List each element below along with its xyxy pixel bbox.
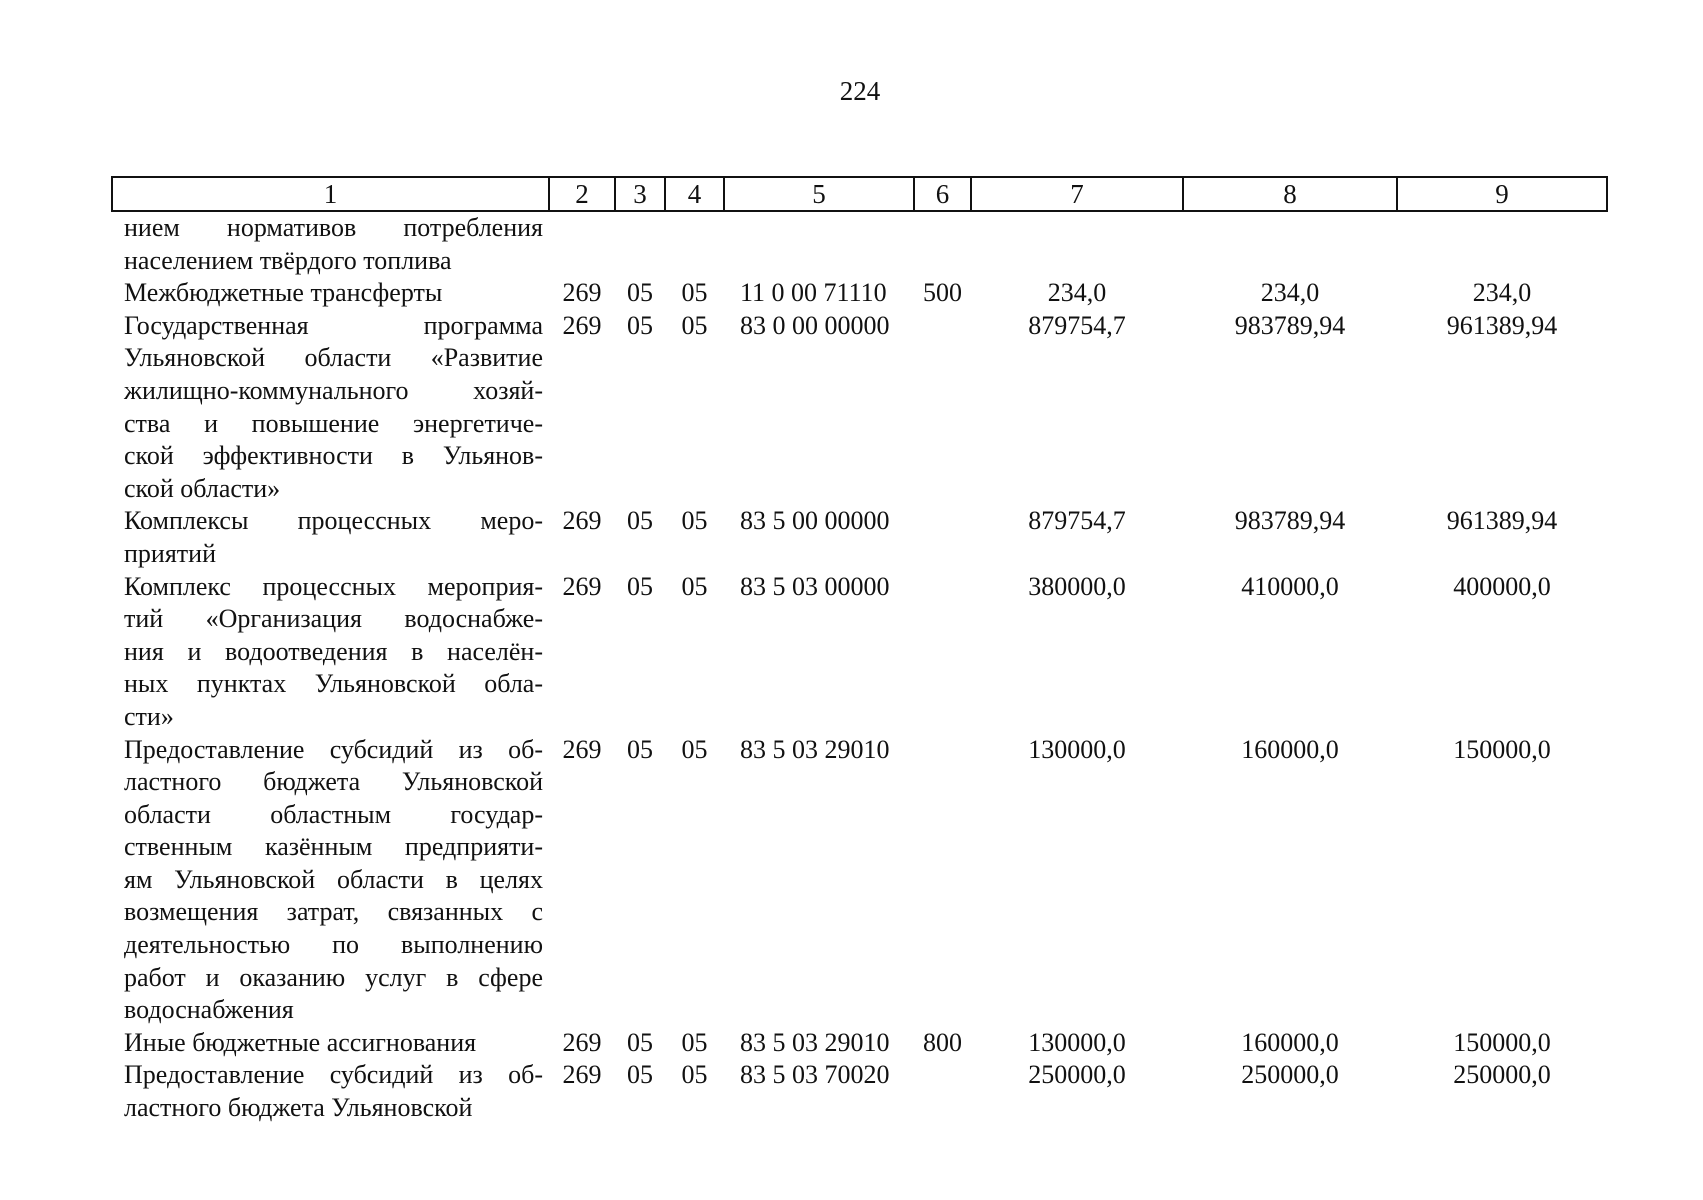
code-cell: 269 [562,506,602,536]
table-row [112,277,1607,310]
section-cell: 05 [627,278,653,308]
row-description [112,734,549,1027]
row-description [112,1059,549,1124]
column-header-1: 1 [112,177,549,211]
column-header-3: 3 [615,177,665,211]
description-line: ластного бюджета Ульяновской [124,767,543,797]
table-row [112,734,1607,1027]
subsection-cell: 05 [681,506,708,536]
description-line: области областным государ- [124,799,543,829]
amount-year1-cell [971,211,1183,277]
description-line: сти» [124,701,174,731]
column-header-9: 9 [1397,177,1607,211]
target-article-cell: 83 0 00 00000 [740,310,890,340]
description-line: Государственная программа [124,310,543,340]
description-line: ской эффективности в Ульянов- [124,441,543,471]
table-row [112,1027,1607,1060]
description-line: тий «Организация водоснабже- [124,604,543,634]
amount-year1-cell: 380000,0 [1028,571,1126,601]
amount-year3-cell: 150000,0 [1453,1027,1551,1057]
amount-year1-cell: 130000,0 [1028,734,1126,764]
description-line: ям Ульяновской области в целях [124,864,543,894]
amount-year3-cell: 961389,94 [1446,506,1558,536]
target-article-cell: 83 5 03 00000 [740,571,890,601]
target-article-cell: 83 5 03 70020 [740,1060,890,1090]
section-cell: 05 [627,1027,653,1057]
description-line: населением твёрдого топлива [124,245,452,275]
amount-year2-cell: 983789,94 [1234,310,1346,340]
code-cell: 269 [562,571,602,601]
expense-type-cell [914,1059,971,1124]
table-row [112,1059,1607,1124]
code-cell: 269 [562,278,602,308]
column-header-6: 6 [914,177,971,211]
budget-table-container [111,176,1606,1125]
expense-type-cell [914,505,971,570]
section-cell [615,211,665,277]
description-line: ния и водоотведения в населён- [124,636,543,666]
expense-type-cell [914,211,971,277]
expense-type-cell [914,571,971,734]
header-row [112,177,1607,211]
amount-year1-cell: 130000,0 [1028,1027,1126,1057]
amount-year3-cell: 250000,0 [1453,1060,1551,1090]
amount-year2-cell [1183,211,1397,277]
table-body [112,211,1607,1125]
column-header-2: 2 [549,177,615,211]
column-header-4: 4 [665,177,724,211]
budget-table [111,176,1608,1125]
row-description [112,505,549,570]
description-line: Комплекс процессных мероприя- [124,571,543,601]
table-header [112,177,1607,211]
amount-year2-cell: 983789,94 [1234,506,1346,536]
description-line: Предоставление субсидий из об- [124,734,543,764]
amount-year2-cell: 410000,0 [1241,571,1339,601]
description-line: приятий [124,538,216,568]
description-line: жилищно-коммунального хозяй- [124,375,543,405]
amount-year2-cell: 234,0 [1260,278,1320,308]
amount-year2-cell: 250000,0 [1241,1060,1339,1090]
column-header-7: 7 [971,177,1183,211]
description-line: Предоставление субсидий из об- [124,1060,543,1090]
row-description [112,277,549,310]
section-cell: 05 [627,734,653,764]
amount-year2-cell: 160000,0 [1241,734,1339,764]
row-description [112,310,549,506]
expense-type-cell [914,310,971,506]
description-line: ственным казённым предприяти- [124,832,543,862]
amount-year2-cell: 160000,0 [1241,1027,1339,1057]
subsection-cell [665,211,724,277]
row-description [112,1027,549,1060]
description-line: ской области» [124,473,281,503]
description-line: ных пунктах Ульяновской обла- [124,669,543,699]
subsection-cell: 05 [681,734,708,764]
target-article-cell [724,211,914,277]
section-cell: 05 [627,310,653,340]
description-line: работ и оказанию услуг в сфере [124,962,543,992]
code-cell: 269 [562,1060,602,1090]
subsection-cell: 05 [681,571,708,601]
subsection-cell: 05 [681,310,708,340]
code-cell: 269 [562,734,602,764]
description-line: Ульяновской области «Развитие [124,343,543,373]
subsection-cell: 05 [681,278,708,308]
code-cell: 269 [562,1027,602,1057]
amount-year3-cell: 234,0 [1472,278,1532,308]
target-article-cell: 83 5 03 29010 [740,734,890,764]
expense-type-cell [914,734,971,1027]
amount-year1-cell: 250000,0 [1028,1060,1126,1090]
column-header-8: 8 [1183,177,1397,211]
row-description [112,211,549,277]
column-header-5: 5 [724,177,914,211]
table-row [112,505,1607,570]
subsection-cell: 05 [681,1060,708,1090]
target-article-cell: 83 5 00 00000 [740,506,890,536]
table-row [112,310,1607,506]
description-line: деятельностью по выполнению [124,930,543,960]
target-article-cell: 11 0 00 71110 [740,278,887,308]
table-row [112,571,1607,734]
expense-type-cell: 800 [923,1027,962,1057]
target-article-cell: 83 5 03 29010 [740,1027,890,1057]
amount-year3-cell: 150000,0 [1453,734,1551,764]
amount-year3-cell: 400000,0 [1453,571,1551,601]
description-line: ластного бюджета Ульяновской [124,1093,473,1123]
description-line: возмещения затрат, связанных с [124,897,543,927]
code-cell [549,211,615,277]
description-line: Комплексы процессных меро- [124,506,543,536]
section-cell: 05 [627,1060,653,1090]
amount-year1-cell: 879754,7 [1028,310,1126,340]
amount-year1-cell: 234,0 [1047,278,1107,308]
page-number: 224 [839,76,881,106]
subsection-cell: 05 [681,1027,708,1057]
description-line: нием нормативов потребления [124,213,543,242]
description-line: водоснабжения [124,995,294,1025]
code-cell: 269 [562,310,602,340]
expense-type-cell: 500 [923,278,962,308]
row-description [112,571,549,734]
amount-year1-cell: 879754,7 [1028,506,1126,536]
description-line: Иные бюджетные ассигнования [124,1027,477,1057]
amount-year3-cell [1397,211,1607,277]
description-line: ства и повышение энергетиче- [124,408,543,438]
table-row [112,211,1607,277]
amount-year3-cell: 961389,94 [1446,310,1558,340]
section-cell: 05 [627,571,653,601]
description-line: Межбюджетные трансферты [124,278,443,308]
section-cell: 05 [627,506,653,536]
